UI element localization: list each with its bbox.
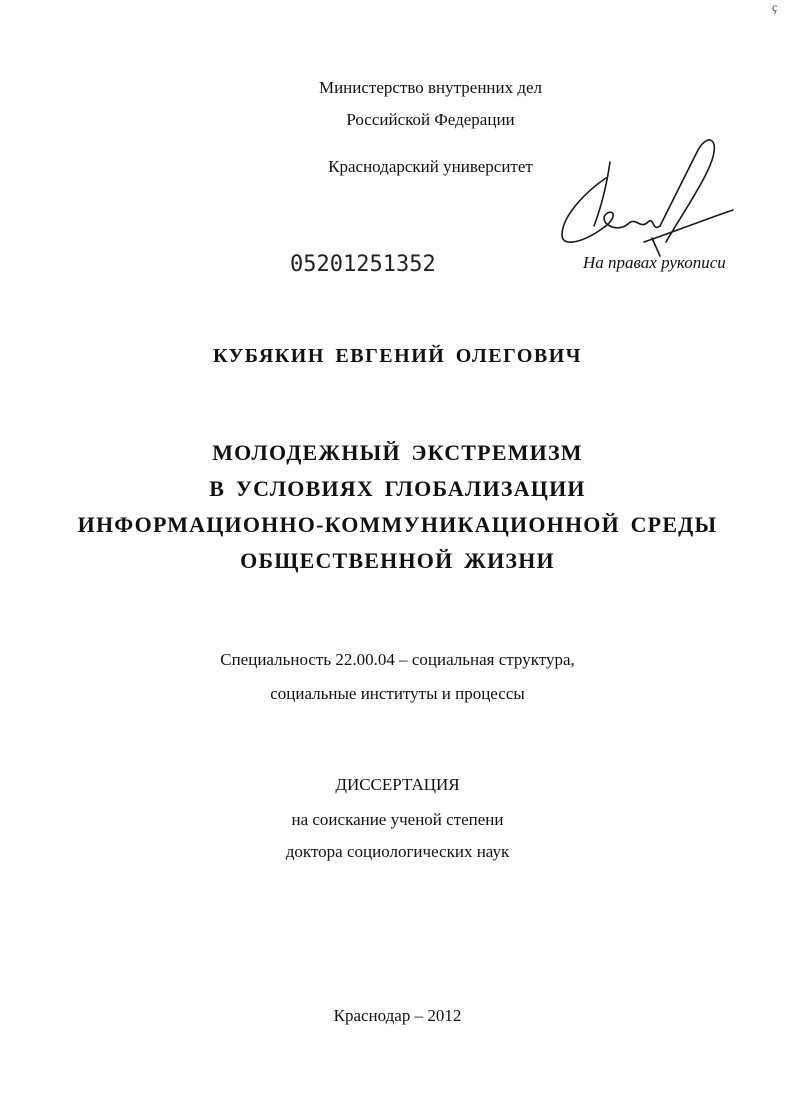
dissertation-line-3: доктора социологических наук — [285, 842, 510, 861]
title-line-2: В УСЛОВИЯХ ГЛОБАЛИЗАЦИИ — [209, 476, 586, 501]
title-line-4: ОБЩЕСТВЕННОЙ ЖИЗНИ — [240, 548, 555, 573]
specialty-line-2: социальные институты и процессы — [270, 684, 525, 703]
dissertation-label: ДИССЕРТАЦИЯ — [335, 775, 460, 794]
registration-code: 05201251352 — [290, 252, 436, 277]
title-line-3: ИНФОРМАЦИОННО-КОММУНИКАЦИОННОЙ СРЕДЫ — [77, 512, 718, 537]
manuscript-note: На правах рукописи — [583, 253, 726, 272]
ministry-line-1: Министерство внутренних дел — [318, 78, 543, 97]
specialty-line-1: Специальность 22.00.04 – социальная структура, — [220, 650, 575, 669]
dissertation-line-2: на соискание ученой степени — [291, 810, 504, 829]
corner-mark: ç — [772, 0, 778, 14]
city-year: Краснодар – 2012 — [333, 1006, 462, 1025]
ministry-line-2: Российской Федерации — [346, 110, 515, 129]
title-line-1: МОЛОДЕЖНЫЙ ЭКСТРЕМИЗМ — [212, 440, 583, 465]
handwritten-signature — [548, 130, 748, 270]
university-name: Краснодарский университет — [328, 157, 533, 176]
author-name: КУБЯКИН ЕВГЕНИЙ ОЛЕГОВИЧ — [213, 345, 582, 367]
